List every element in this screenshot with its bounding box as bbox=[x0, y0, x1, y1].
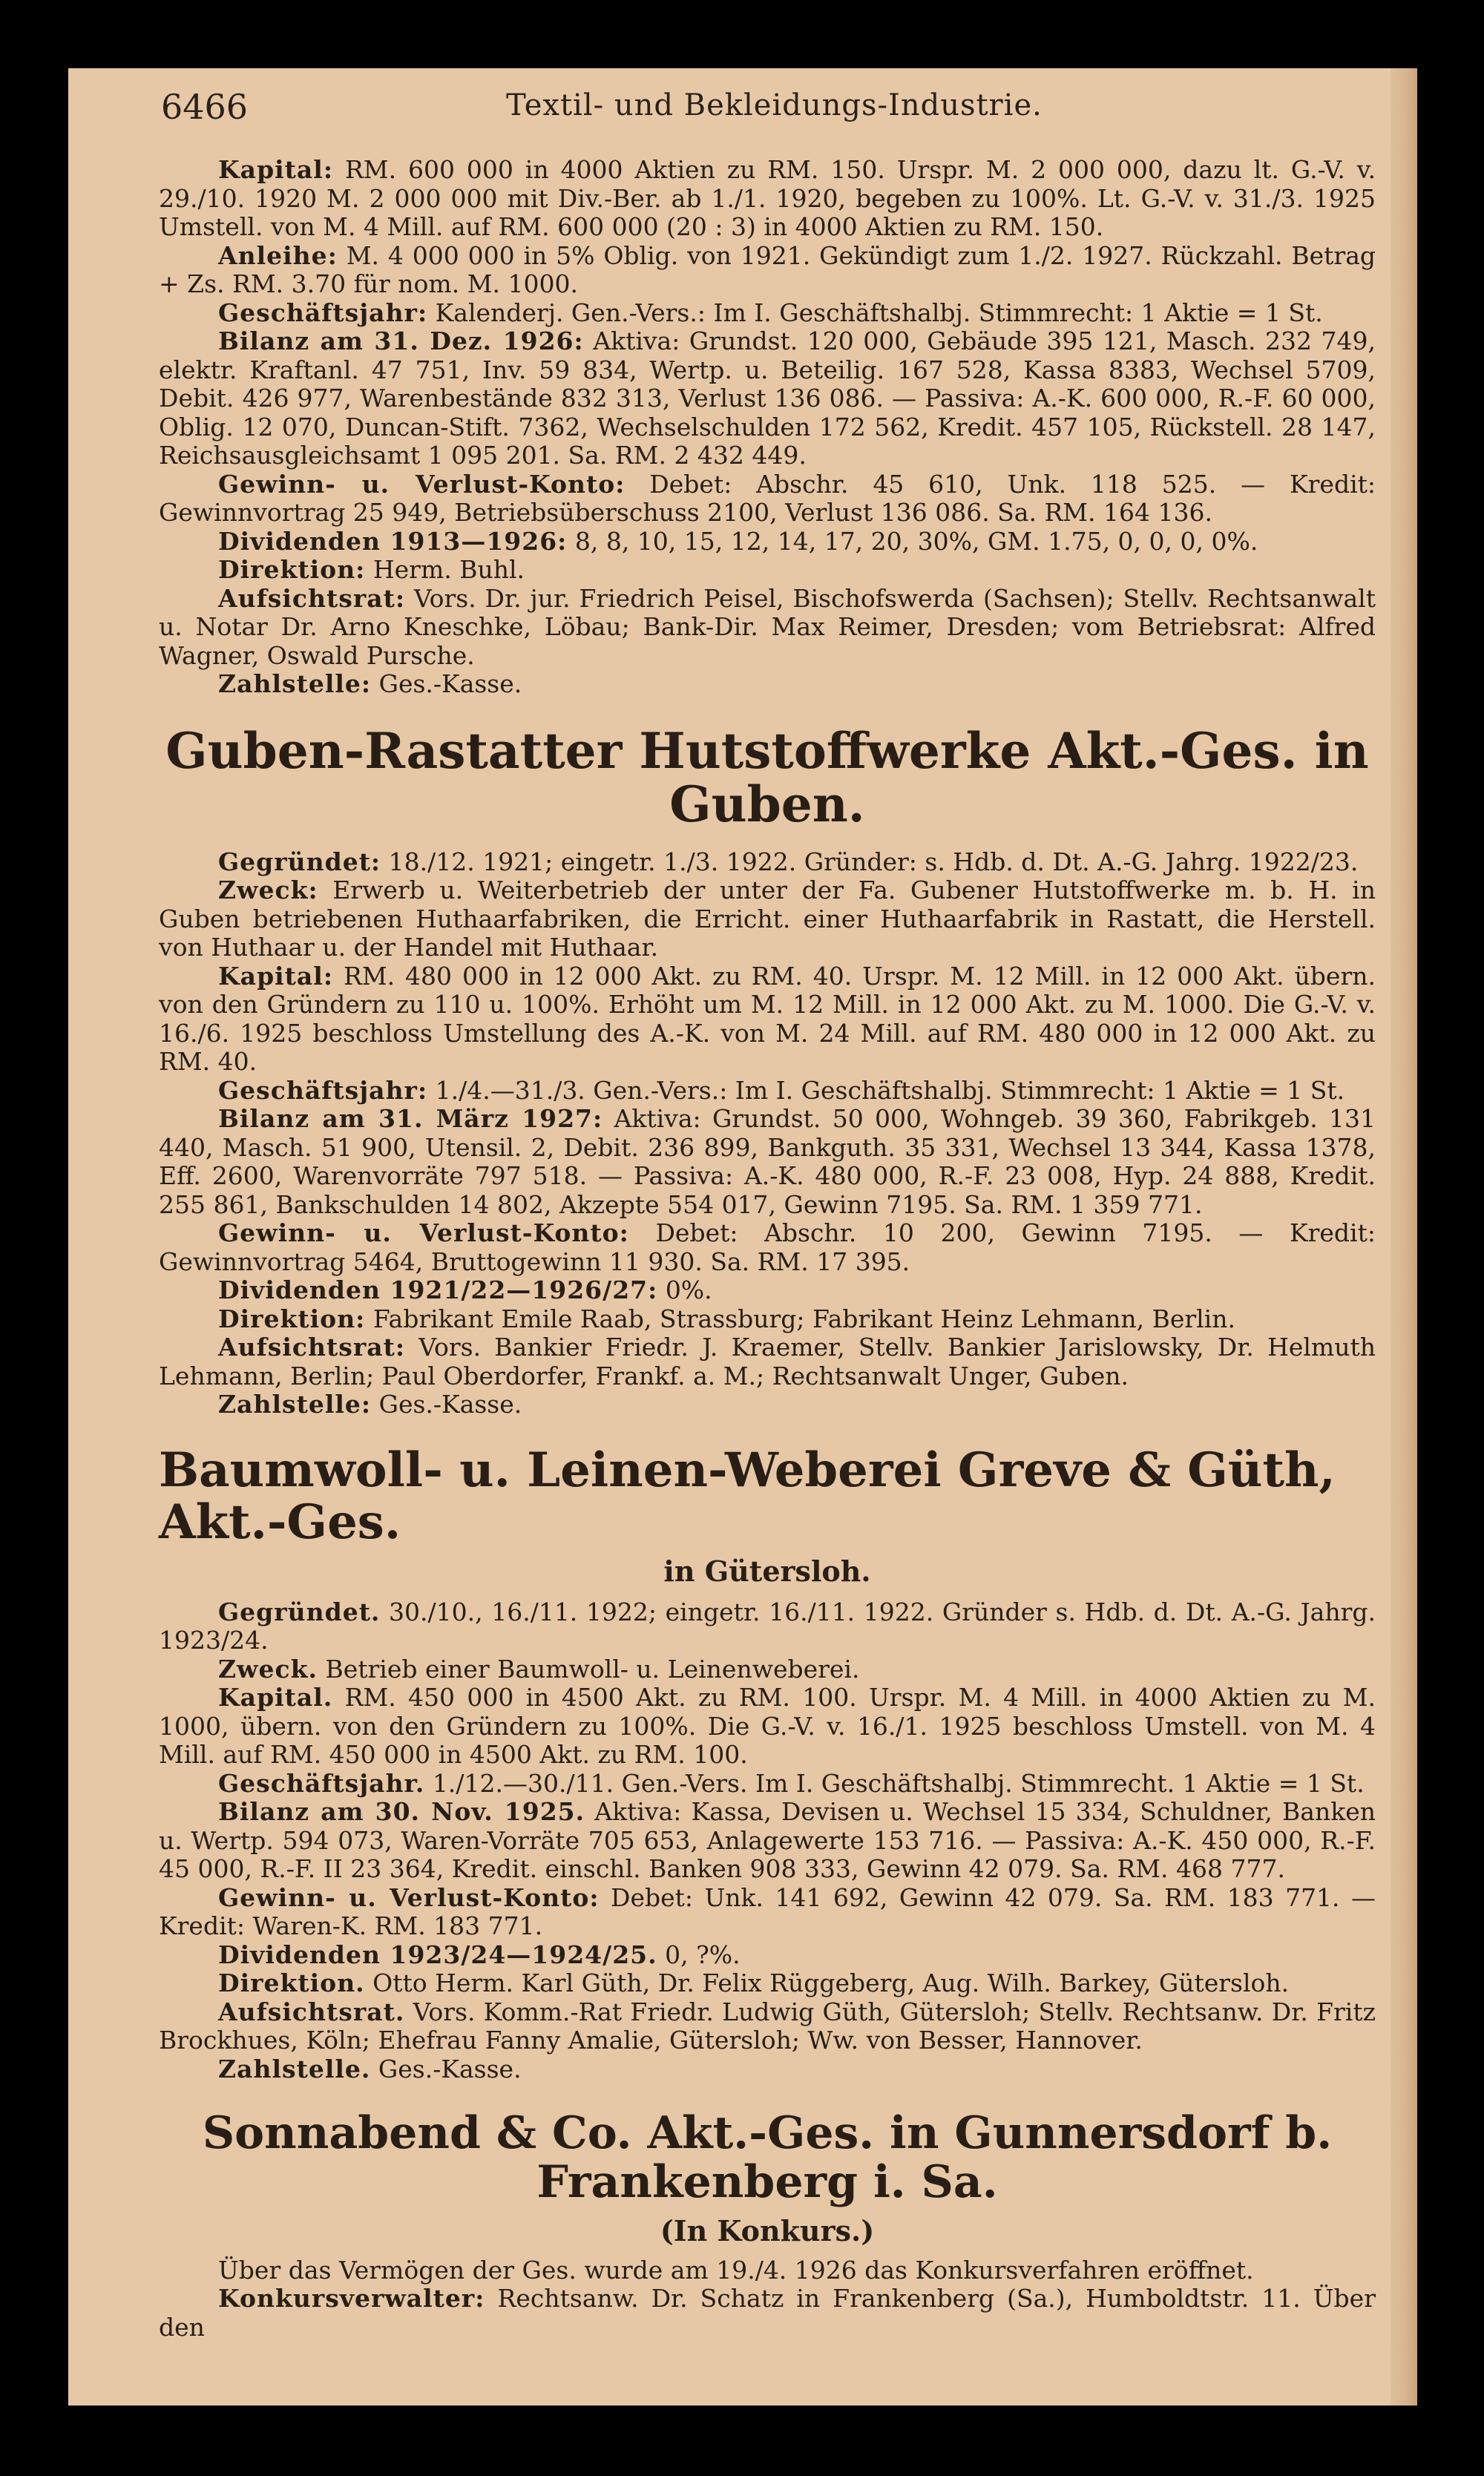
field-text: Über das Vermögen der Ges. wurde am 19./4. 1926 das Konkursverfahren eröffnet. bbox=[218, 2255, 1254, 2285]
field-text: Vors. Dr. jur. Friedrich Peisel, Bischofswerda (Sachsen); Stellv. Rechtsanwalt u. Notar Dr. Arno Kneschke, Löbau; Bank-Dir. Max Reimer, Dresden; vom Betriebsrat: Alfred Wagner, Oswald Pursche. bbox=[159, 583, 1376, 670]
entry-paragraph bbox=[159, 156, 1376, 242]
document-page bbox=[68, 68, 1417, 2406]
field-label: Geschäftsjahr: bbox=[218, 298, 428, 327]
entry-paragraph bbox=[159, 470, 1376, 528]
entry-paragraph bbox=[159, 1655, 1376, 1684]
field-text: RM. 600 000 in 4000 Aktien zu RM. 150. Urspr. M. 2 000 000, dazu lt. G.-V. v. 29./10. 1920 M. 2 000 000 mit Div.-Ber. ab 1./1. 1920, begeben zu 100%. Lt. G.-V. v. 31./3. 1925 Umstell. von M. 4 Mill. auf RM. 600 000 (20 : 3) in 4000 Aktien zu RM. 150. bbox=[159, 155, 1376, 241]
company-title: Baumwoll- u. Leinen-Weberei Greve & Güth, Akt.-Ges. bbox=[159, 1442, 1336, 1551]
field-label: Bilanz am 31. Dez. 1926: bbox=[218, 326, 584, 355]
field-text: 1./4.—31./3. Gen.-Vers.: Im I. Geschäftshalbj. Stimmrecht: 1 Aktie = 1 St. bbox=[435, 1075, 1345, 1105]
entry-paragraph bbox=[159, 2285, 1376, 2342]
entry-paragraph bbox=[159, 327, 1376, 470]
company-entry bbox=[159, 848, 1376, 1419]
field-label: Aufsichtsrat: bbox=[218, 583, 406, 613]
page-header bbox=[161, 87, 1388, 139]
entry-paragraph bbox=[159, 1941, 1376, 1970]
field-text: M. 4 000 000 in 5% Oblig. von 1921. Gekündigt zum 1./2. 1927. Rückzahl. Betrag + Zs. RM. 3.70 für nom. M. 1000. bbox=[159, 240, 1376, 298]
field-label: Direktion. bbox=[218, 1968, 365, 1998]
field-text: Betrieb einer Baumwoll- u. Leinenweberei. bbox=[325, 1654, 860, 1684]
company-entry bbox=[159, 2256, 1376, 2342]
entry-paragraph bbox=[159, 2055, 1376, 2084]
company-status: (In Konkurs.) bbox=[660, 2214, 875, 2248]
entry-paragraph bbox=[159, 1684, 1376, 1770]
field-label: Geschäftsjahr: bbox=[218, 1075, 428, 1105]
entry-paragraph bbox=[159, 1105, 1376, 1219]
entry-paragraph bbox=[159, 1598, 1376, 1655]
field-text: 1./12.—30./11. Gen.-Vers. Im I. Geschäftshalbj. Stimmrecht. 1 Aktie = 1 St. bbox=[432, 1768, 1365, 1798]
field-text: Herm. Buhl. bbox=[372, 555, 525, 584]
field-text: Debet: Abschr. 45 610, Unk. 118 525. — Kredit: Gewinnvortrag 25 949, Betriebsüberschuss 2100, Verlust 136 086. Sa. RM. 164 136. bbox=[159, 469, 1376, 527]
entry-paragraph bbox=[159, 1998, 1376, 2055]
entry-paragraph bbox=[159, 1884, 1376, 1941]
field-text: Vors. Bankier Friedr. J. Kraemer, Stellv. Bankier Jarislowsky, Dr. Helmuth Lehmann, Berlin; Paul Oberdorfer, Frankf. a. M.; Rechtsanwalt Unger, Guben. bbox=[159, 1333, 1376, 1390]
entry-paragraph bbox=[159, 299, 1376, 328]
entry-paragraph bbox=[159, 670, 1376, 699]
field-text: 8, 8, 10, 15, 12, 14, 17, 20, 30%, GM. 1.75, 0, 0, 0, 0%. bbox=[574, 526, 1258, 556]
field-label: Direktion: bbox=[218, 1304, 366, 1333]
page-edge bbox=[1391, 68, 1417, 2406]
field-text: Aktiva: Grundst. 50 000, Wohngeb. 39 360, Fabrikgeb. 131 440, Masch. 51 900, Utensil. 2, Debit. 236 899, Bankguth. 35 331, Wechsel 13 344, Kassa 1378, Eff. 2600, Warenvorräte 797 518. — Passiva: A.-K. 480 000, R.-F. 23 008, Hyp. 24 888, Kredit. 255 861, Bankschulden 14 802, Akzepte 554 017, Gewinn 7195. Sa. RM. 1 359 771. bbox=[159, 1104, 1376, 1219]
field-label: Kapital: bbox=[218, 155, 334, 184]
entry-paragraph bbox=[159, 876, 1376, 962]
page-content bbox=[159, 156, 1376, 2346]
field-label: Dividenden 1921/22—1926/27: bbox=[218, 1275, 658, 1305]
field-label: Kapital: bbox=[218, 961, 334, 991]
field-label: Dividenden 1913—1926: bbox=[218, 526, 568, 556]
entry-paragraph bbox=[159, 1077, 1376, 1106]
field-label: Kapital. bbox=[218, 1683, 333, 1712]
entry-paragraph bbox=[159, 1276, 1376, 1305]
page-number: 6466 bbox=[161, 87, 249, 127]
entry-paragraph bbox=[159, 242, 1376, 299]
field-text: Otto Herm. Karl Güth, Dr. Felix Rüggeberg, Aug. Wilh. Barkey, Gütersloh. bbox=[372, 1968, 1290, 1998]
entry-paragraph bbox=[159, 585, 1376, 671]
field-text: Fabrikant Emile Raab, Strassburg; Fabrikant Heinz Lehmann, Berlin. bbox=[372, 1304, 1235, 1333]
field-text: 0, ?%. bbox=[665, 1940, 741, 1969]
field-label: Bilanz am 30. Nov. 1925. bbox=[218, 1797, 585, 1827]
field-text: Debet: Abschr. 10 200, Gewinn 7195. — Kredit: Gewinnvortrag 5464, Bruttogewinn 11 930. Sa. RM. 17 395. bbox=[159, 1218, 1376, 1276]
field-text: 0%. bbox=[665, 1275, 712, 1305]
field-text: 18./12. 1921; eingetr. 1./3. 1922. Gründer: s. Hdb. d. Dt. A.-G. Jahrg. 1922/23. bbox=[388, 847, 1359, 876]
field-text: Aktiva: Kassa, Devisen u. Wechsel 15 334, Schuldner, Banken u. Wertp. 594 073, Waren-Vorräte 705 653, Anlagewerte 153 716. — Passiva: A.-K. 450 000, R.-F. 45 000, R.-F. II 23 364, Kredit. einschl. Banken 908 333, Gewinn 42 079. Sa. RM. 468 777. bbox=[159, 1797, 1376, 1884]
field-label: Gegründet: bbox=[218, 847, 381, 876]
company-title: Guben-Rastatter Hutstoffwerke Akt.-Ges. in Guben. bbox=[165, 721, 1369, 834]
field-label: Gewinn- u. Verlust-Konto: bbox=[218, 469, 626, 499]
field-text: Debet: Unk. 141 692, Gewinn 42 079. Sa. RM. 183 771. — Kredit: Waren-K. RM. 183 771. bbox=[159, 1882, 1376, 1941]
company-title: Sonnabend & Co. Akt.-Ges. in Gunnersdorf b. Frankenberg i. Sa. bbox=[202, 2107, 1333, 2209]
field-label: Zahlstelle: bbox=[218, 1390, 372, 1419]
field-label: Gewinn- u. Verlust-Konto: bbox=[218, 1882, 600, 1912]
field-label: Direktion: bbox=[218, 555, 366, 584]
field-label: Dividenden 1923/24—1924/25. bbox=[218, 1940, 657, 1969]
entry-paragraph bbox=[159, 556, 1376, 585]
field-text: Ges.-Kasse. bbox=[378, 669, 522, 698]
entry-paragraph bbox=[159, 1219, 1376, 1276]
company-entry bbox=[159, 1598, 1376, 2084]
field-text: Rechtsanw. Dr. Schatz in Frankenberg (Sa.), Humboldtstr. 11. Über den bbox=[159, 2284, 1376, 2342]
field-label: Zahlstelle. bbox=[218, 2054, 371, 2083]
field-text: Kalenderj. Gen.-Vers.: Im I. Geschäftshalbj. Stimmrecht: 1 Aktie = 1 St. bbox=[435, 298, 1323, 327]
entry-paragraph bbox=[159, 1969, 1376, 1998]
field-label: Konkursverwalter: bbox=[218, 2284, 485, 2314]
company-location: in Gütersloh. bbox=[663, 1554, 871, 1589]
entry-paragraph bbox=[159, 2256, 1376, 2285]
field-text: 30./10., 16./11. 1922; eingetr. 16./11. 1922. Gründer s. Hdb. d. Dt. A.-G. Jahrg. 1923/24. bbox=[159, 1597, 1376, 1655]
field-text: Ges.-Kasse. bbox=[378, 2054, 522, 2083]
field-text: Aktiva: Grundst. 120 000, Gebäude 395 121, Masch. 232 749, elektr. Kraftanl. 47 751, Inv. 59 834, Wertp. u. Beteilig. 167 528, Kassa 8383, Wechsel 5709, Debit. 426 977, Warenbestände 832 313, Verlust 136 086. — Passiva: A.-K. 600 000, R.-F. 60 000, Oblig. 12 070, Duncan-Stift. 7362, Wechselschulden 172 562, Kredit. 457 105, Rückstell. 28 147, Reichsausgleichsamt 1 095 201. Sa. RM. 2 432 449. bbox=[159, 326, 1376, 470]
field-label: Gegründet. bbox=[218, 1597, 381, 1626]
field-label: Bilanz am 31. März 1927: bbox=[218, 1104, 603, 1134]
field-label: Zweck: bbox=[218, 876, 318, 905]
field-label: Geschäftsjahr. bbox=[218, 1768, 425, 1798]
entry-paragraph bbox=[159, 962, 1376, 1077]
field-text: Vors. Komm.-Rat Friedr. Ludwig Güth, Gütersloh; Stellv. Rechtsanw. Dr. Fritz Brockhues, Köln; Ehefrau Fanny Amalie, Gütersloh; Ww. von Besser, Hannover. bbox=[159, 1997, 1376, 2055]
field-label: Zahlstelle: bbox=[218, 669, 372, 698]
field-text: Erwerb u. Weiterbetrieb der unter der Fa. Gubener Hutstoffwerke m. b. H. in Guben betriebenen Huthaarfabriken, die Erricht. einer Huthaarfabrik in Rastatt, die Herstell. von Huthaar u. der Handel mit Huthaar. bbox=[159, 876, 1376, 962]
running-title: Textil- und Bekleidungs-Industrie. bbox=[506, 88, 1043, 122]
field-label: Gewinn- u. Verlust-Konto: bbox=[218, 1218, 629, 1248]
field-text: RM. 480 000 in 12 000 Akt. zu RM. 40. Urspr. M. 12 Mill. in 12 000 Akt. übern. von den Gründern zu 110 u. 100%. Erhöht um M. 12 Mill. in 12 000 Akt. zu M. 1000. Die G.-V. v. 16./6. 1925 beschloss Umstellung des A.-K. von M. 24 Mill. auf RM. 480 000 in 12 000 Akt. zu RM. 40. bbox=[159, 961, 1376, 1077]
entry-paragraph bbox=[159, 1305, 1376, 1334]
entry-paragraph bbox=[159, 1770, 1376, 1799]
entry-paragraph bbox=[159, 848, 1376, 877]
field-label: Aufsichtsrat: bbox=[218, 1333, 406, 1362]
field-label: Zweck. bbox=[218, 1654, 318, 1684]
field-label: Aufsichtsrat. bbox=[218, 1997, 405, 2026]
entry-paragraph bbox=[159, 1390, 1376, 1419]
field-label: Anleihe: bbox=[218, 240, 338, 270]
company-entry bbox=[159, 156, 1376, 699]
entry-paragraph bbox=[159, 1333, 1376, 1390]
entry-paragraph bbox=[159, 1798, 1376, 1884]
field-text: Ges.-Kasse. bbox=[378, 1390, 522, 1419]
field-text: RM. 450 000 in 4500 Akt. zu RM. 100. Urspr. M. 4 Mill. in 4000 Aktien zu M. 1000, übern. von den Gründern zu 100%. Die G.-V. v. 16./1. 1925 beschloss Umstell. von M. 4 Mill. auf RM. 450 000 in 4500 Akt. zu RM. 100. bbox=[159, 1683, 1376, 1770]
entry-paragraph bbox=[159, 528, 1376, 556]
